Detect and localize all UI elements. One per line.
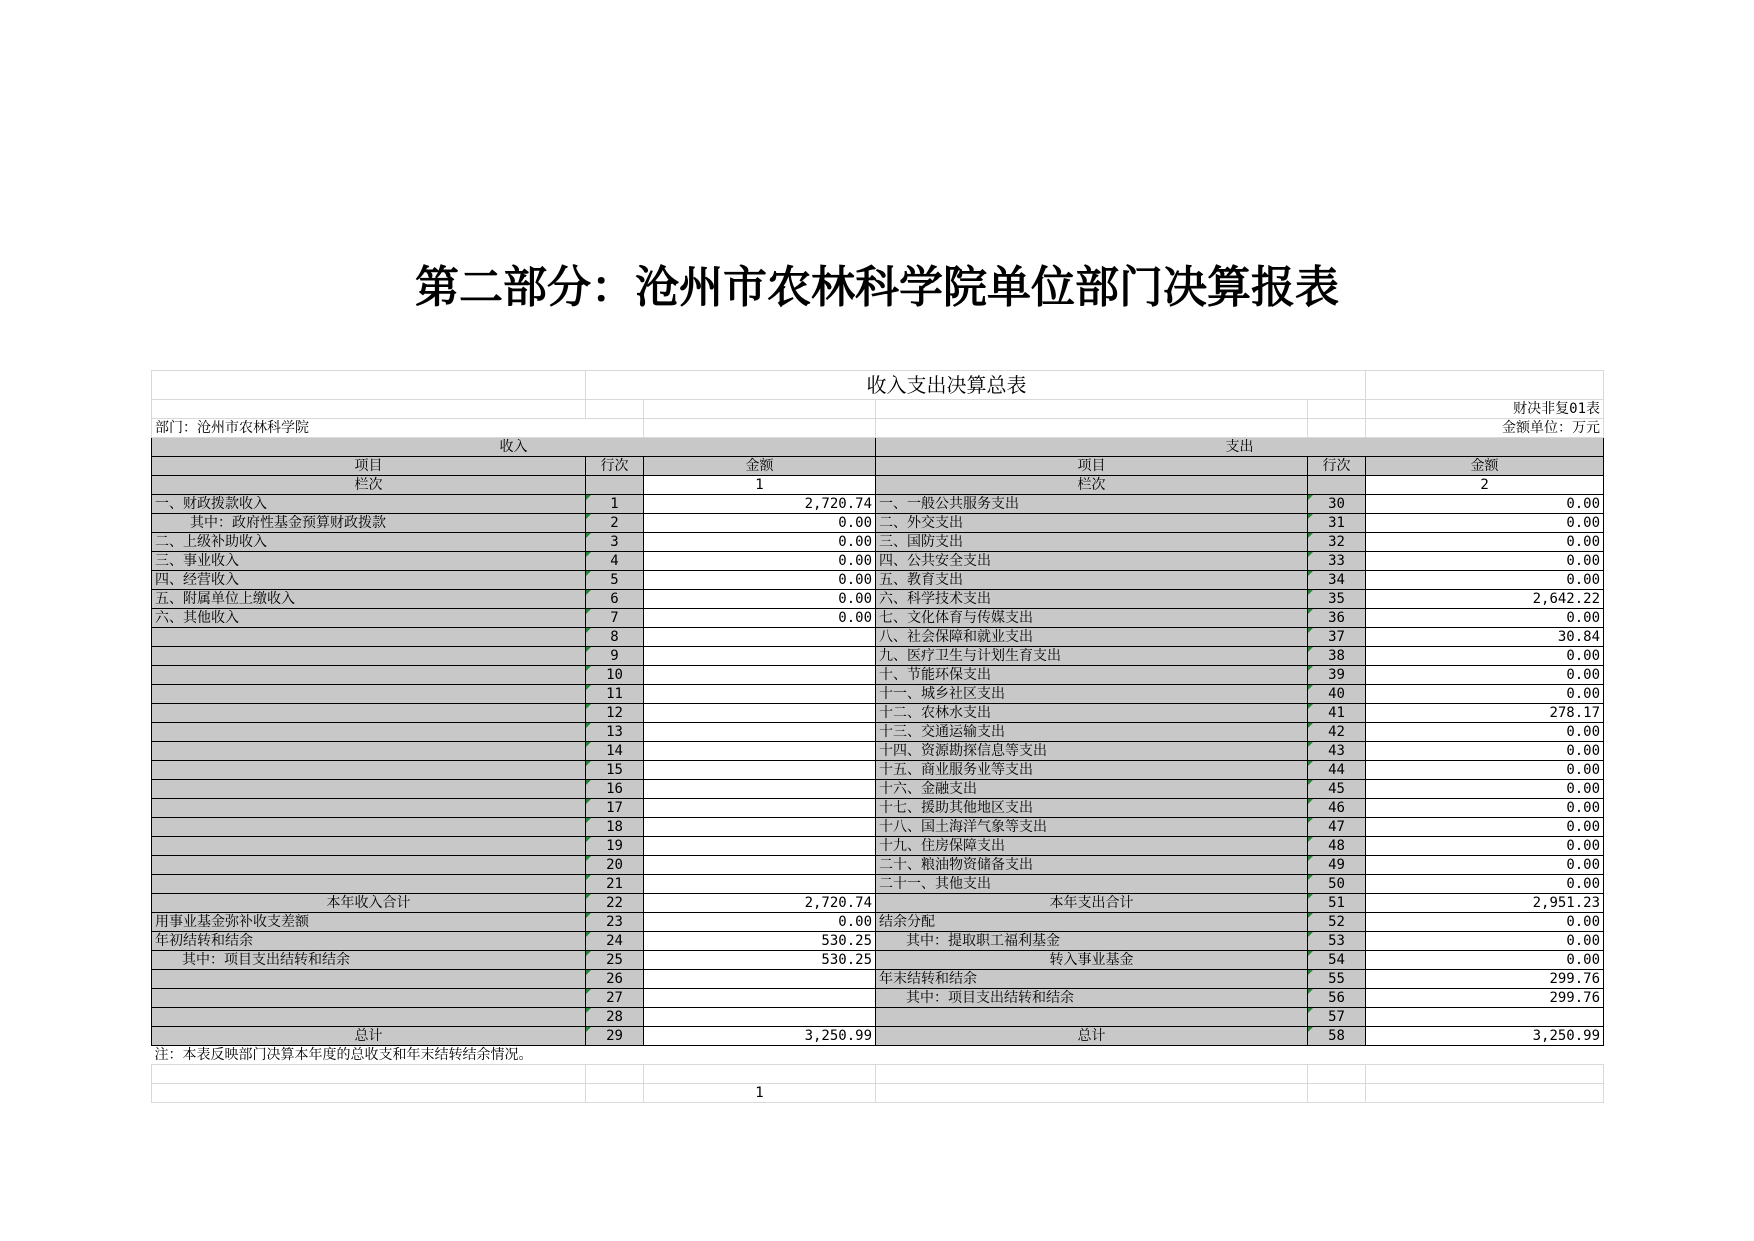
expense-amount: 0.00	[1366, 799, 1604, 818]
income-row-no: 27	[586, 989, 644, 1008]
income-amount: 0.00	[644, 609, 876, 628]
table-row	[152, 685, 1604, 704]
expense-amount: 0.00	[1366, 856, 1604, 875]
table-row	[152, 571, 1604, 590]
income-row-no: 2	[586, 514, 644, 533]
dept-row	[152, 419, 1604, 438]
expense-item: 六、科学技术支出	[876, 590, 1308, 609]
expense-item: 十一、城乡社区支出	[876, 685, 1308, 704]
income-item: 年初结转和结余	[152, 932, 586, 951]
income-item	[152, 647, 586, 666]
income-amount	[644, 818, 876, 837]
expense-row-no: 48	[1308, 837, 1366, 856]
income-header: 收入	[152, 438, 876, 457]
income-row-no: 11	[586, 685, 644, 704]
expense-row-no: 45	[1308, 780, 1366, 799]
income-amount	[644, 837, 876, 856]
expense-amount: 0.00	[1366, 761, 1604, 780]
table-row	[152, 913, 1604, 932]
income-item: 其中：政府性基金预算财政拨款	[152, 514, 586, 533]
income-item	[152, 875, 586, 894]
table-row	[152, 495, 1604, 514]
expense-row-no: 53	[1308, 932, 1366, 951]
income-row-no: 25	[586, 951, 644, 970]
income-row-no: 18	[586, 818, 644, 837]
expense-row-no: 55	[1308, 970, 1366, 989]
income-amount: 0.00	[644, 913, 876, 932]
table-row	[152, 837, 1604, 856]
income-row-no: 28	[586, 1008, 644, 1027]
expense-item: 总计	[876, 1027, 1308, 1046]
expense-item: 八、社会保障和就业支出	[876, 628, 1308, 647]
income-item	[152, 742, 586, 761]
income-row-no: 1	[586, 495, 644, 514]
expense-row-no: 54	[1308, 951, 1366, 970]
expense-row-no: 40	[1308, 685, 1366, 704]
income-amount	[644, 799, 876, 818]
expense-item: 十二、农林水支出	[876, 704, 1308, 723]
expense-amount-header: 金额	[1366, 457, 1604, 476]
income-row-no: 23	[586, 913, 644, 932]
income-item: 二、上级补助收入	[152, 533, 586, 552]
income-item	[152, 818, 586, 837]
expense-amount: 0.00	[1366, 533, 1604, 552]
table-row	[152, 970, 1604, 989]
expense-row-no: 36	[1308, 609, 1366, 628]
income-item	[152, 666, 586, 685]
expense-amount: 278.17	[1366, 704, 1604, 723]
table-row	[152, 799, 1604, 818]
expense-amount: 0.00	[1366, 742, 1604, 761]
expense-row-no: 52	[1308, 913, 1366, 932]
expense-column-no-label: 栏次	[876, 476, 1308, 495]
expense-amount: 0.00	[1366, 514, 1604, 533]
income-amount: 530.25	[644, 951, 876, 970]
form-code: 财决非复01表	[1366, 400, 1604, 419]
sheet-title-row	[152, 371, 1604, 400]
income-item-header: 项目	[152, 457, 586, 476]
income-amount	[644, 704, 876, 723]
expense-item: 七、文化体育与传媒支出	[876, 609, 1308, 628]
expense-row-no: 33	[1308, 552, 1366, 571]
expense-item: 十、节能环保支出	[876, 666, 1308, 685]
expense-amount	[1366, 1008, 1604, 1027]
income-item: 用事业基金弥补收支差额	[152, 913, 586, 932]
table-row	[152, 647, 1604, 666]
income-column-no: 1	[644, 476, 876, 495]
expense-row-no: 38	[1308, 647, 1366, 666]
expense-item: 十六、金融支出	[876, 780, 1308, 799]
expense-item-header: 项目	[876, 457, 1308, 476]
income-row-no: 7	[586, 609, 644, 628]
income-row-no: 16	[586, 780, 644, 799]
expense-item: 十九、住房保障支出	[876, 837, 1308, 856]
income-item	[152, 704, 586, 723]
table-row	[152, 780, 1604, 799]
income-row-no: 17	[586, 799, 644, 818]
income-amount	[644, 1008, 876, 1027]
expense-item: 三、国防支出	[876, 533, 1308, 552]
column-number-row	[152, 476, 1604, 495]
expense-item: 五、教育支出	[876, 571, 1308, 590]
expense-row-no: 46	[1308, 799, 1366, 818]
expense-amount: 0.00	[1366, 837, 1604, 856]
table-row	[152, 704, 1604, 723]
income-item: 总计	[152, 1027, 586, 1046]
expense-item: 十七、援助其他地区支出	[876, 799, 1308, 818]
expense-item: 转入事业基金	[876, 951, 1308, 970]
expense-item: 二十一、其他支出	[876, 875, 1308, 894]
income-item	[152, 761, 586, 780]
expense-row-no: 35	[1308, 590, 1366, 609]
expense-amount: 0.00	[1366, 685, 1604, 704]
expense-amount: 0.00	[1366, 571, 1604, 590]
expense-row-no: 39	[1308, 666, 1366, 685]
income-item: 三、事业收入	[152, 552, 586, 571]
expense-row-no: 34	[1308, 571, 1366, 590]
income-amount: 0.00	[644, 552, 876, 571]
expense-amount: 0.00	[1366, 875, 1604, 894]
income-item	[152, 1008, 586, 1027]
sheet-title: 收入支出决算总表	[586, 371, 1308, 400]
expense-amount: 0.00	[1366, 552, 1604, 571]
page-number: 1	[644, 1084, 876, 1103]
income-item: 其中：项目支出结转和结余	[152, 951, 586, 970]
expense-amount: 0.00	[1366, 932, 1604, 951]
income-item	[152, 780, 586, 799]
income-amount: 3,250.99	[644, 1027, 876, 1046]
income-row-no: 14	[586, 742, 644, 761]
expense-amount: 0.00	[1366, 818, 1604, 837]
expense-amount: 0.00	[1366, 609, 1604, 628]
income-amount	[644, 856, 876, 875]
income-item	[152, 723, 586, 742]
income-expense-summary-table	[151, 370, 1604, 1103]
income-item	[152, 628, 586, 647]
income-item: 四、经营收入	[152, 571, 586, 590]
income-row-no: 20	[586, 856, 644, 875]
unit-label: 金额单位：万元	[1366, 419, 1604, 438]
expense-item: 年末结转和结余	[876, 970, 1308, 989]
table-row	[152, 590, 1604, 609]
income-row-no: 3	[586, 533, 644, 552]
income-amount: 2,720.74	[644, 894, 876, 913]
expense-item: 二十、粮油物资储备支出	[876, 856, 1308, 875]
table-row	[152, 609, 1604, 628]
dept-label: 部门：沧州市农林科学院	[152, 419, 644, 438]
expense-item: 一、一般公共服务支出	[876, 495, 1308, 514]
expense-row-no: 30	[1308, 495, 1366, 514]
page-title: 第二部分：沧州市农林科学院单位部门决算报表	[415, 262, 1339, 313]
table-row	[152, 723, 1604, 742]
income-item: 本年收入合计	[152, 894, 586, 913]
income-amount: 530.25	[644, 932, 876, 951]
page-number-row	[152, 1084, 1604, 1103]
expense-amount: 0.00	[1366, 780, 1604, 799]
expense-row-no: 32	[1308, 533, 1366, 552]
expense-row-no: 31	[1308, 514, 1366, 533]
income-row-no: 6	[586, 590, 644, 609]
expense-item: 十四、资源勘探信息等支出	[876, 742, 1308, 761]
expense-item	[876, 1008, 1308, 1027]
income-row-no: 8	[586, 628, 644, 647]
income-row-no: 21	[586, 875, 644, 894]
expense-item: 本年支出合计	[876, 894, 1308, 913]
table-row	[152, 1027, 1604, 1046]
income-row-no: 26	[586, 970, 644, 989]
income-item	[152, 970, 586, 989]
expense-amount: 0.00	[1366, 647, 1604, 666]
income-row-no: 24	[586, 932, 644, 951]
table-row	[152, 552, 1604, 571]
income-row-no: 19	[586, 837, 644, 856]
expense-amount: 0.00	[1366, 723, 1604, 742]
data-rows	[152, 495, 1604, 1046]
table-row	[152, 628, 1604, 647]
income-amount	[644, 875, 876, 894]
expense-item: 九、医疗卫生与计划生育支出	[876, 647, 1308, 666]
income-amount	[644, 723, 876, 742]
expense-item: 四、公共安全支出	[876, 552, 1308, 571]
expense-amount: 2,951.23	[1366, 894, 1604, 913]
expense-amount: 0.00	[1366, 913, 1604, 932]
expense-amount: 2,642.22	[1366, 590, 1604, 609]
table-row	[152, 533, 1604, 552]
expense-row-no: 57	[1308, 1008, 1366, 1027]
income-row-no: 4	[586, 552, 644, 571]
table-row	[152, 951, 1604, 970]
income-item	[152, 837, 586, 856]
income-row-no: 12	[586, 704, 644, 723]
expense-row-no: 41	[1308, 704, 1366, 723]
income-amount: 2,720.74	[644, 495, 876, 514]
income-item	[152, 856, 586, 875]
table-row	[152, 514, 1604, 533]
income-row-no-header: 行次	[586, 457, 644, 476]
table-row	[152, 1008, 1604, 1027]
income-amount	[644, 647, 876, 666]
note-row	[152, 1046, 1604, 1065]
form-code-row	[152, 400, 1604, 419]
income-amount	[644, 989, 876, 1008]
expense-row-no: 56	[1308, 989, 1366, 1008]
income-amount	[644, 780, 876, 799]
income-amount	[644, 628, 876, 647]
table-row	[152, 989, 1604, 1008]
income-item	[152, 989, 586, 1008]
income-amount	[644, 685, 876, 704]
expense-row-no: 49	[1308, 856, 1366, 875]
column-header-row	[152, 457, 1604, 476]
expense-row-no: 37	[1308, 628, 1366, 647]
income-row-no: 15	[586, 761, 644, 780]
expense-amount: 299.76	[1366, 989, 1604, 1008]
income-row-no: 13	[586, 723, 644, 742]
income-amount-header: 金额	[644, 457, 876, 476]
expense-item: 结余分配	[876, 913, 1308, 932]
expense-row-no: 51	[1308, 894, 1366, 913]
expense-item: 其中：提取职工福利基金	[876, 932, 1308, 951]
income-amount: 0.00	[644, 571, 876, 590]
section-header-row	[152, 438, 1604, 457]
expense-row-no: 47	[1308, 818, 1366, 837]
table-row	[152, 894, 1604, 913]
table-row	[152, 932, 1604, 951]
income-amount: 0.00	[644, 590, 876, 609]
expense-column-no: 2	[1366, 476, 1604, 495]
income-amount: 0.00	[644, 514, 876, 533]
expense-row-no: 43	[1308, 742, 1366, 761]
income-item	[152, 799, 586, 818]
income-row-no: 29	[586, 1027, 644, 1046]
income-item: 一、财政拨款收入	[152, 495, 586, 514]
income-amount: 0.00	[644, 533, 876, 552]
table-note: 注：本表反映部门决算本年度的总收支和年末结转结余情况。	[154, 1047, 533, 1063]
income-row-no: 5	[586, 571, 644, 590]
expense-item: 十八、国土海洋气象等支出	[876, 818, 1308, 837]
income-amount	[644, 666, 876, 685]
expense-row-no: 42	[1308, 723, 1366, 742]
income-amount	[644, 970, 876, 989]
expense-amount: 30.84	[1366, 628, 1604, 647]
expense-row-no: 50	[1308, 875, 1366, 894]
expense-header: 支出	[876, 438, 1604, 457]
table-row	[152, 875, 1604, 894]
expense-item: 十三、交通运输支出	[876, 723, 1308, 742]
expense-amount: 0.00	[1366, 951, 1604, 970]
table-row	[152, 856, 1604, 875]
income-row-no: 10	[586, 666, 644, 685]
income-item: 六、其他收入	[152, 609, 586, 628]
expense-amount: 0.00	[1366, 666, 1604, 685]
expense-amount: 0.00	[1366, 495, 1604, 514]
income-row-no: 22	[586, 894, 644, 913]
table-row	[152, 761, 1604, 780]
expense-row-no-header: 行次	[1308, 457, 1366, 476]
expense-item: 二、外交支出	[876, 514, 1308, 533]
expense-row-no: 44	[1308, 761, 1366, 780]
expense-amount: 3,250.99	[1366, 1027, 1604, 1046]
expense-row-no: 58	[1308, 1027, 1366, 1046]
income-item: 五、附属单位上缴收入	[152, 590, 586, 609]
table-row	[152, 818, 1604, 837]
expense-amount: 299.76	[1366, 970, 1604, 989]
spacer-row	[152, 1065, 1604, 1084]
expense-item: 十五、商业服务业等支出	[876, 761, 1308, 780]
expense-item: 其中：项目支出结转和结余	[876, 989, 1308, 1008]
table-row	[152, 742, 1604, 761]
income-amount	[644, 761, 876, 780]
income-row-no: 9	[586, 647, 644, 666]
income-amount	[644, 742, 876, 761]
income-item	[152, 685, 586, 704]
table-row	[152, 666, 1604, 685]
income-column-no-label: 栏次	[152, 476, 586, 495]
